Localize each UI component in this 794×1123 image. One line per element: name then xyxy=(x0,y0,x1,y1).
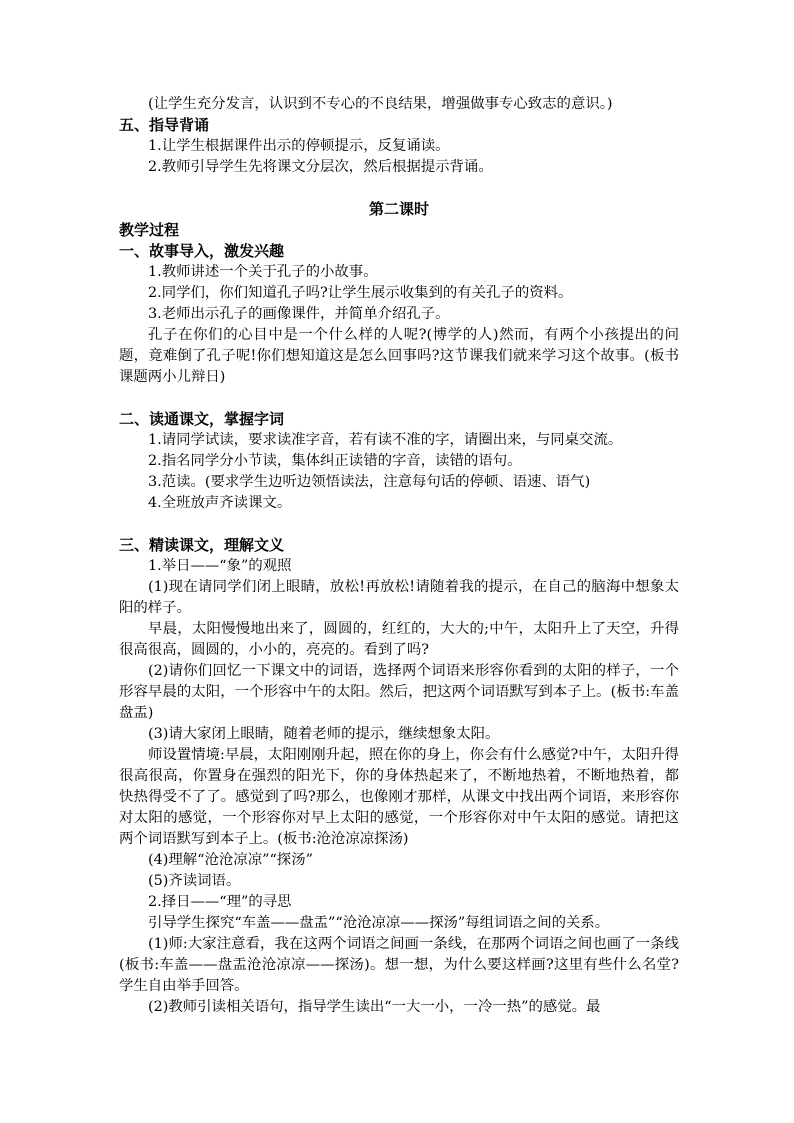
paragraph: 2.同学们，你们知道孔子吗?让学生展示收集到的有关孔子的资料。 xyxy=(148,285,573,301)
paragraph: 3.范读。(要求学生边听边领悟读法，注意每句话的停顿、语速、语气) xyxy=(148,474,591,490)
paragraph: (4)理解“沧沧凉凉”“探汤” xyxy=(148,852,313,868)
document-page xyxy=(119,94,679,1018)
paragraph: 早晨，太阳慢慢地出来了，圆圆的，红红的，大大的;中午，太阳升上了天空，升得很高很高，圆圆的，小小的，亮亮的。看到了吗? xyxy=(119,621,679,658)
blank-line xyxy=(119,388,679,409)
paragraph: (3)请大家闭上眼睛，随着老师的提示，继续想象太阳。 xyxy=(148,726,500,742)
section-heading: 教学过程 xyxy=(119,221,180,239)
paragraph: 1.教师讲述一个关于孔子的小故事。 xyxy=(148,264,378,280)
paragraph: 1.让学生根据课件出示的停顿提示，反复诵读。 xyxy=(148,138,450,154)
paragraph: (1)师:大家注意看，我在这两个词语之间画一条线，在那两个词语之间也画了一条线(板书:车盖——盘盂沧沧凉凉——探汤)。想一想，为什么要这样画?这里有些什么名堂?学生自由举手回答。 xyxy=(119,936,679,994)
blank-line xyxy=(119,514,679,535)
paragraph: 2.教师引导学生先将课文分层次，然后根据提示背诵。 xyxy=(148,159,493,175)
lesson-title: 第二课时 xyxy=(368,200,429,218)
paragraph: 2.指名同学分小节读，集体纠正读错的字音，读错的语句。 xyxy=(148,453,522,469)
paragraph: (让学生充分发言，认识到不专心的不良结果，增强做事专心致志的意识。) xyxy=(148,96,613,112)
paragraph: (5)齐读词语。 xyxy=(148,873,241,889)
section-heading: 五、指导背诵 xyxy=(119,116,210,134)
paragraph: (1)现在请同学们闭上眼睛，放松!再放松!请随着我的提示，在自己的脑海中想象太阳的样子。 xyxy=(119,579,679,616)
paragraph: 1.举日——“象”的观照 xyxy=(148,558,292,574)
paragraph: (2)教师引读相关语句，指导学生读出“一大一小，一冷一热”的感觉。最 xyxy=(148,999,601,1015)
paragraph: 1.请同学试读，要求读准字音，若有读不准的字，请圈出来，与同桌交流。 xyxy=(148,432,623,448)
section-heading: 一、故事导入，激发兴趣 xyxy=(119,242,285,260)
paragraph: 师设置情境:早晨，太阳刚刚升起，照在你的身上，你会有什么感觉?中午，太阳升得很高很高，你置身在强烈的阳光下，你的身体热起来了，不断地热着，不断地热着，都快热得受不了了。感觉到了吗?那么，也像刚才那样，从课文中找出两个词语，来形容你对太阳的感觉，一个形容你对早上太阳的感觉，一个形容你对中午太阳的感觉。请把这两个词语默写到本子上。(板书:沧沧凉凉探汤) xyxy=(119,747,679,847)
blank-line xyxy=(119,178,679,199)
section-heading: 三、精读课文，理解文义 xyxy=(119,536,285,554)
paragraph: 2.择日——“理”的寻思 xyxy=(148,894,292,910)
paragraph: 4.全班放声齐读课文。 xyxy=(148,495,292,511)
paragraph: 引导学生探究“车盖——盘盂”“沧沧凉凉——探汤”每组词语之间的关系。 xyxy=(148,915,610,931)
paragraph: 3.老师出示孔子的画像课件，并简单介绍孔子。 xyxy=(148,306,450,322)
paragraph: (2)请你们回忆一下课文中的词语，选择两个词语来形容你看到的太阳的样子，一个形容早晨的太阳，一个形容中午的太阳。然后，把这两个词语默写到本子上。(板书:车盖盘盂) xyxy=(119,663,679,721)
section-heading: 二、读通课文，掌握字词 xyxy=(119,410,285,428)
paragraph: 孔子在你们的心目中是一个什么样的人呢?(博学的人)然而，有两个小孩提出的问题，竟难倒了孔子呢!你们想知道这是怎么回事吗?这节课我们就来学习这个故事。(板书课题两小儿辩日) xyxy=(119,327,679,385)
